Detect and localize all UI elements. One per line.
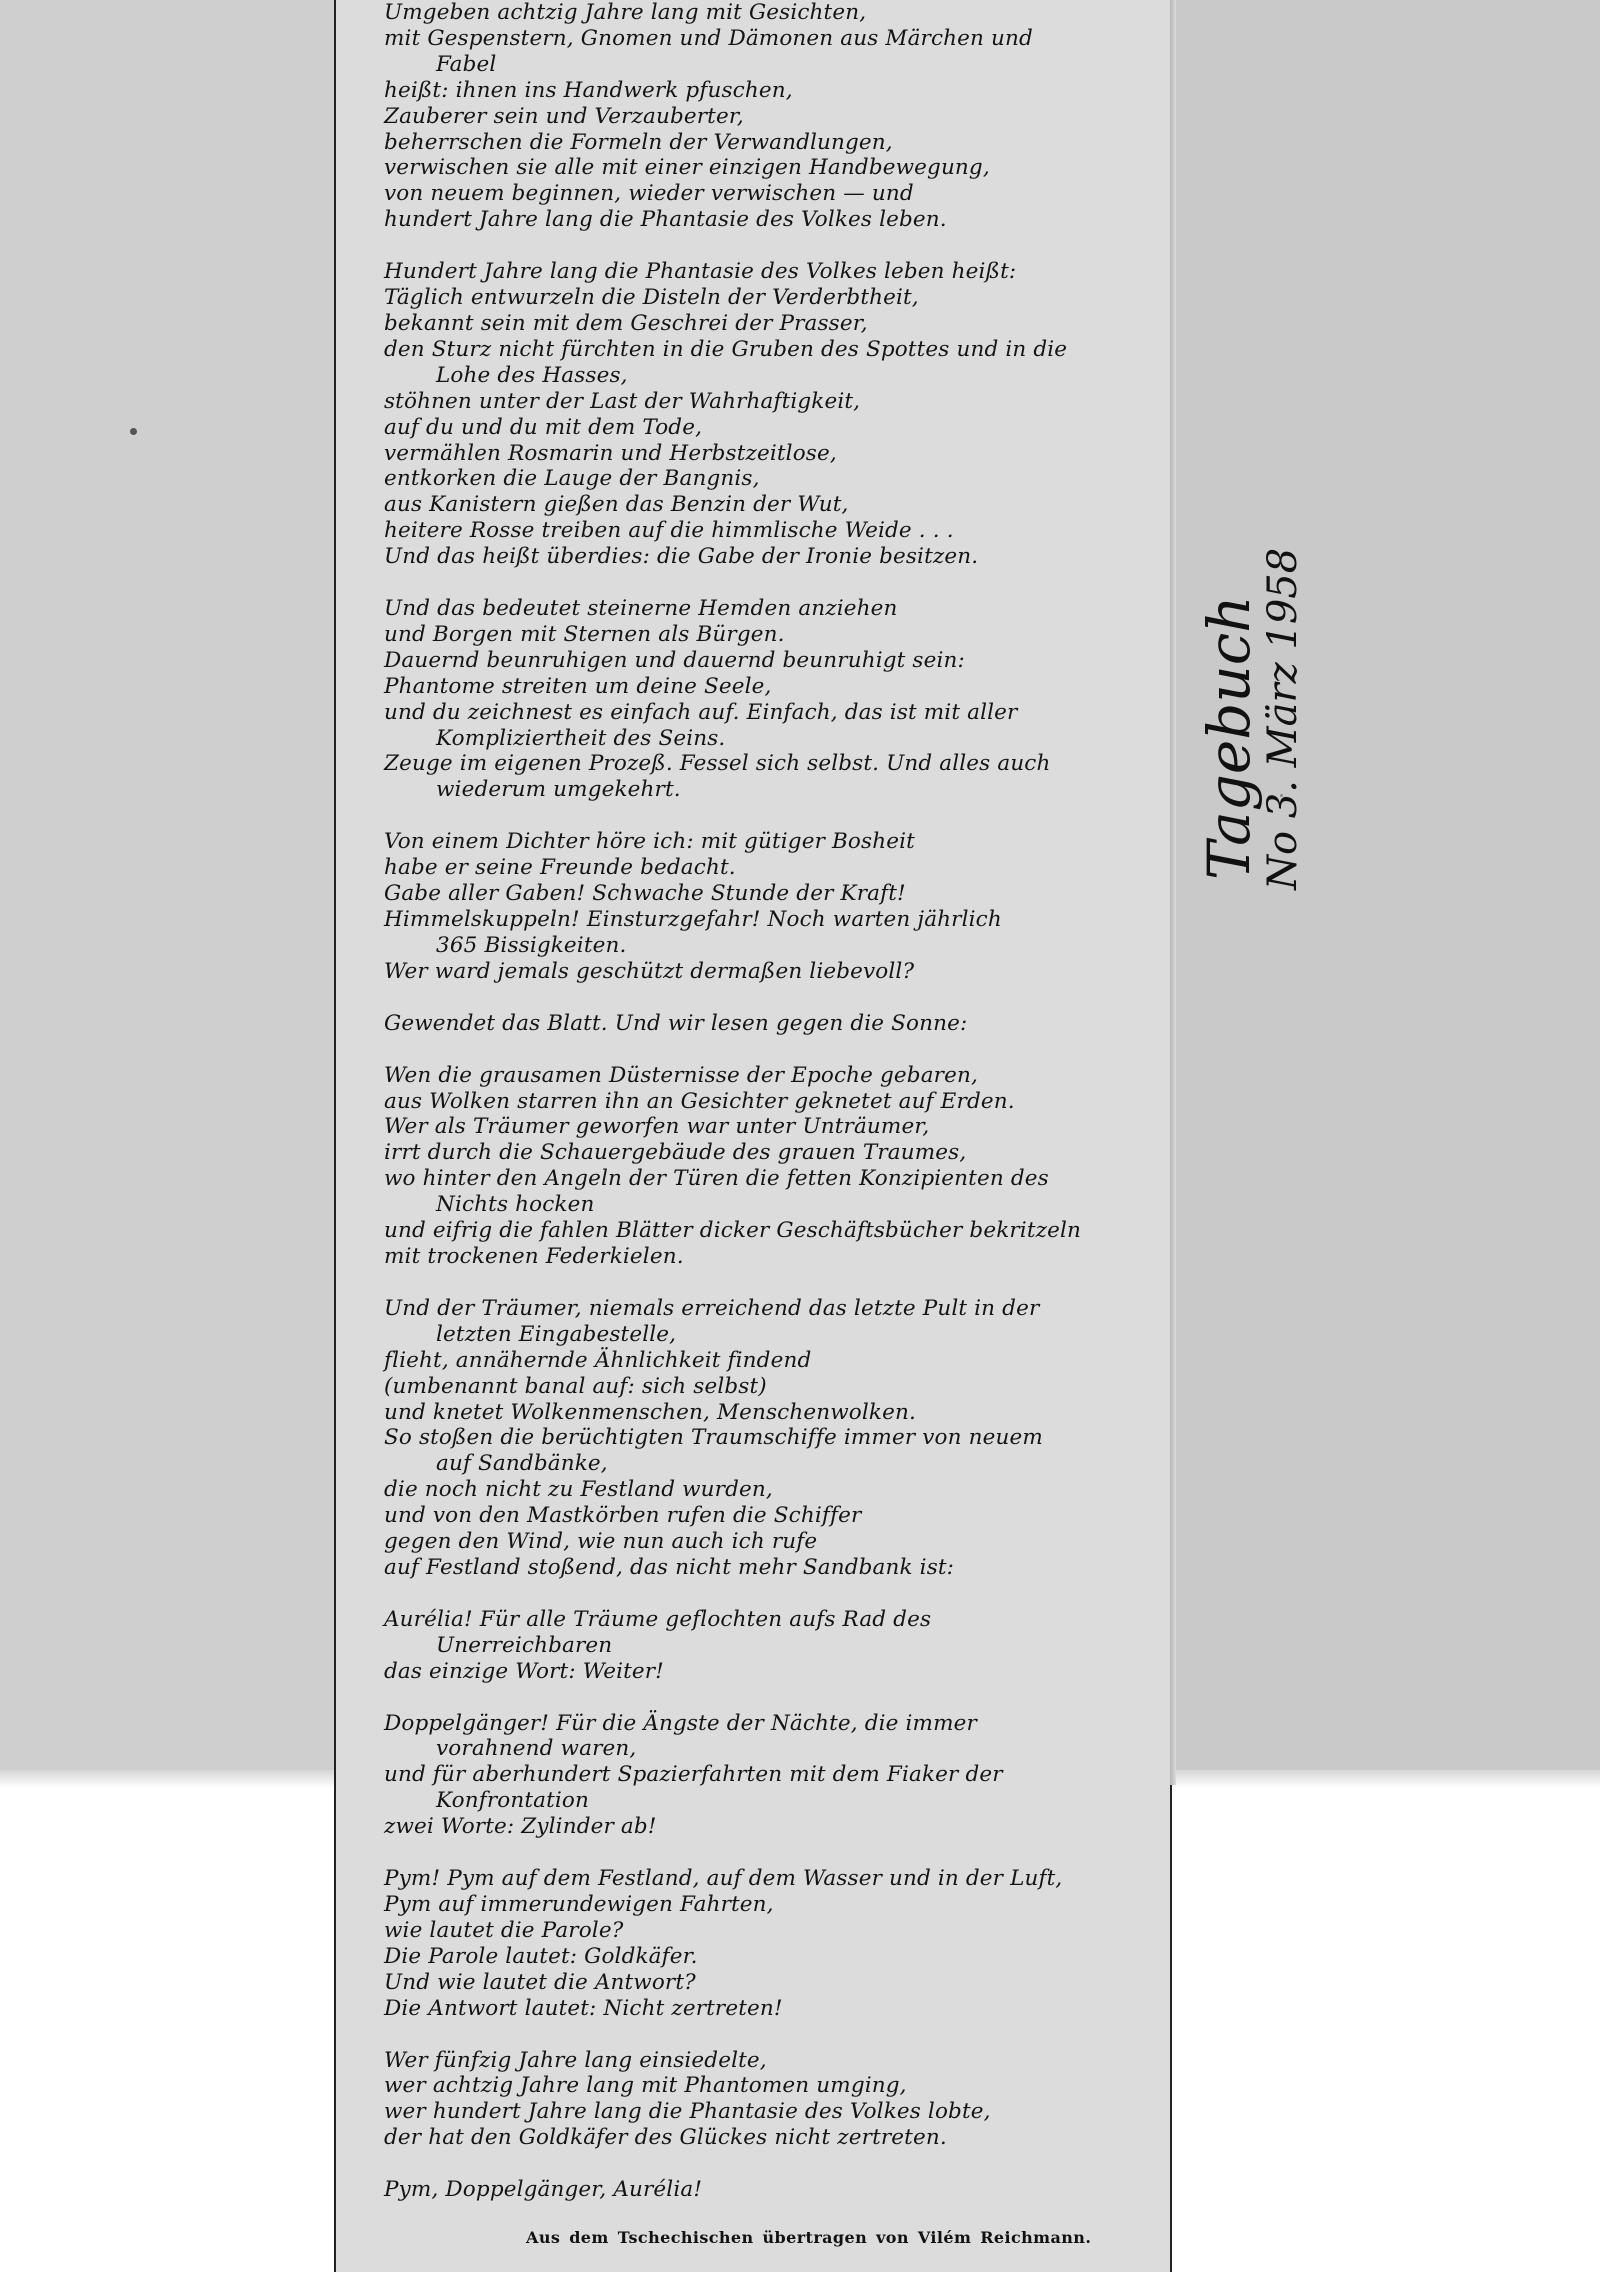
poem-text [384, 0, 1164, 2229]
poem-stanza [384, 829, 1164, 984]
poem-line: Aurélia! Für alle Träume geflochten aufs Rad des [384, 1606, 932, 1632]
poem-line: Umgeben achtzig Jahre lang mit Gesichten, [384, 0, 867, 25]
poem-line: zwei Worte: Zylinder ab! [384, 1814, 657, 1840]
poem-line: Unerreichbaren [436, 1632, 613, 1658]
poem-line: Doppelgänger! Für die Ängste der Nächte, die immer [384, 1710, 977, 1736]
poem-line: heißt: ihnen ins Handwerk pfuschen, [384, 77, 793, 103]
poem-line: Gabe aller Gaben! Schwache Stunde der Kraft! [384, 881, 906, 907]
poem-line: Hundert Jahre lang die Phantasie des Volkes leben heißt: [384, 259, 1017, 285]
poem-line: und von den Mastkörben rufen die Schiffer [384, 1503, 862, 1529]
poem-stanza [384, 2177, 1164, 2203]
poem-line: auf du und du mit dem Tode, [384, 414, 703, 440]
poem-line: auf Sandbänke, [436, 1451, 608, 1477]
annotation-title: Tagebuch [1195, 595, 1263, 880]
poem-line: Nichts hocken [436, 1192, 595, 1218]
poem-line: habe er seine Freunde bedacht. [384, 855, 736, 881]
poem-line: Fabel [436, 51, 497, 77]
poem-stanza [384, 2048, 1164, 2152]
poem-line: entkorken die Lauge der Bangnis, [384, 466, 760, 492]
newspaper-clipping [334, 0, 1172, 2272]
poem-line: und Borgen mit Sternen als Bürgen. [384, 621, 785, 647]
poem-line: Wer fünfzig Jahre lang einsiedelte, [384, 2047, 767, 2073]
poem-line: verwischen sie alle mit einer einzigen Handbewegung, [384, 155, 990, 181]
poem-line: Pym auf immerundewigen Fahrten, [384, 1892, 774, 1917]
poem-line: die noch nicht zu Festland wurden, [384, 1477, 773, 1503]
poem-line: wiederum umgekehrt. [436, 777, 681, 803]
poem-line: flieht, annähernde Ähnlichkeit findend [384, 1347, 812, 1373]
poem-line: wer hundert Jahre lang die Phantasie des Volkes lobte, [384, 2099, 991, 2125]
poem-line: Täglich entwurzeln die Disteln der Verderbtheit, [384, 285, 919, 311]
poem-line: Konfrontation [436, 1788, 590, 1814]
mounting-paper-left [0, 0, 338, 1785]
poem-stanza [384, 1063, 1164, 1270]
poem-stanza [384, 1011, 1164, 1037]
poem-line: Und der Träumer, niemals erreichend das letzte Pult in der [384, 1295, 1040, 1321]
paper-fold [1170, 0, 1176, 1785]
poem-line: mit Gespenstern, Gnomen und Dämonen aus Märchen und [384, 25, 1033, 51]
poem-line: wer achtzig Jahre lang mit Phantomen umging, [384, 2073, 907, 2099]
poem-line: wie lautet die Parole? [384, 1917, 624, 1943]
poem-line: Zauberer sein und Verzauberter, [384, 103, 744, 129]
poem-line: Wen die grausamen Düsternisse der Epoche gebaren, [384, 1062, 978, 1088]
poem-line: Wer ward jemals geschützt dermaßen liebevoll? [384, 958, 915, 984]
translator-credit: Aus dem Tschechischen übertragen von Vilém Reichmann. [526, 2228, 1092, 2247]
poem-line: gegen den Wind, wie nun auch ich rufe [384, 1529, 818, 1555]
poem-stanza [384, 259, 1164, 570]
poem-line: Und wie lautet die Antwort? [384, 1969, 696, 1995]
poem-line: mit trockenen Federkielen. [384, 1243, 684, 1269]
poem-line: Dauernd beunruhigen und dauernd beunruhigt sein: [384, 647, 965, 673]
poem-line: von neuem beginnen, wieder verwischen — und [384, 181, 914, 207]
poem-line: irrt durch die Schauergebäude des grauen Traumes, [384, 1140, 967, 1166]
poem-line: vorahnend waren, [436, 1736, 637, 1762]
poem-line: Himmelskuppeln! Einsturzgefahr! Noch warten jährlich [384, 907, 1002, 932]
poem-line: und eifrig die fahlen Blätter dicker Geschäftsbücher bekritzeln [384, 1218, 1081, 1244]
poem-line: Gewendet das Blatt. Und wir lesen gegen die Sonne: [384, 1010, 968, 1036]
poem-stanza [384, 1866, 1164, 2021]
poem-line: aus Wolken starren ihn an Gesichter geknetet auf Erden. [384, 1088, 1015, 1114]
poem-line: wo hinter den Angeln der Türen die fetten Konzipienten des [384, 1166, 1049, 1192]
poem-line: den Sturz nicht fürchten in die Gruben des Spottes und in die [384, 336, 1068, 362]
poem-line: Die Parole lautet: Goldkäfer. [384, 1943, 698, 1969]
poem-line: der hat den Goldkäfer des Glückes nicht zertreten. [384, 2125, 947, 2151]
poem-line: beherrschen die Formeln der Verwandlungen, [384, 129, 893, 155]
poem-line: und knetet Wolkenmenschen, Menschenwolken. [384, 1399, 916, 1425]
mounting-paper-right [1176, 0, 1600, 1785]
poem-line: Von einem Dichter höre ich: mit gütiger Bosheit [384, 829, 915, 855]
poem-line: 365 Bissigkeiten. [436, 932, 627, 958]
poem-line: und du zeichnest es einfach auf. Einfach, das ist mit aller [384, 699, 1018, 725]
poem-line: bekannt sein mit dem Geschrei der Prasser, [384, 310, 868, 336]
annotation-date: No 3. März 1958 [1260, 547, 1306, 890]
poem-line: Und das bedeutet steinerne Hemden anziehen [384, 596, 898, 622]
poem-line: Pym, Doppelgänger, Aurélia! [384, 2177, 703, 2203]
poem-line: und für aberhundert Spazierfahrten mit dem Fiaker der [384, 1762, 1003, 1788]
poem-line: Phantome streiten um deine Seele, [384, 673, 772, 699]
poem-line: Zeuge im eigenen Prozeß. Fessel sich selbst. Und alles auch [384, 751, 1051, 777]
poem-stanza [384, 1711, 1164, 1841]
poem-line: aus Kanistern gießen das Benzin der Wut, [384, 492, 849, 518]
poem-line: letzten Eingabestelle, [436, 1321, 677, 1347]
poem-line: stöhnen unter der Last der Wahrhaftigkeit, [384, 388, 861, 414]
poem-line: Pym! Pym auf dem Festland, auf dem Wasser und in der Luft, [384, 1866, 1063, 1892]
poem-line: Wer als Träumer geworfen war unter Unträumer, [384, 1114, 930, 1140]
poem-stanza [384, 0, 1164, 233]
poem-line: auf Festland stoßend, das nicht mehr Sandbank ist: [384, 1554, 955, 1580]
poem-line: Die Antwort lautet: Nicht zertreten! [384, 1995, 783, 2021]
poem-line: Lohe des Hasses, [436, 362, 628, 388]
paper-speck [130, 428, 137, 435]
poem-stanza [384, 1607, 1164, 1685]
poem-line: heitere Rosse treiben auf die himmlische Weide . . . [384, 518, 954, 544]
poem-line: hundert Jahre lang die Phantasie des Volkes leben. [384, 207, 947, 233]
poem-line: Und das heißt überdies: die Gabe der Ironie besitzen. [384, 544, 979, 570]
poem-line: vermählen Rosmarin und Herbstzeitlose, [384, 440, 837, 466]
poem-line: (umbenannt banal auf: sich selbst) [384, 1373, 767, 1399]
poem-line: So stoßen die berüchtigten Traumschiffe immer von neuem [384, 1425, 1043, 1451]
poem-stanza [384, 1296, 1164, 1581]
poem-line: das einzige Wort: Weiter! [384, 1658, 664, 1684]
poem-line: Kompliziertheit des Seins. [436, 725, 726, 751]
poem-stanza [384, 596, 1164, 803]
